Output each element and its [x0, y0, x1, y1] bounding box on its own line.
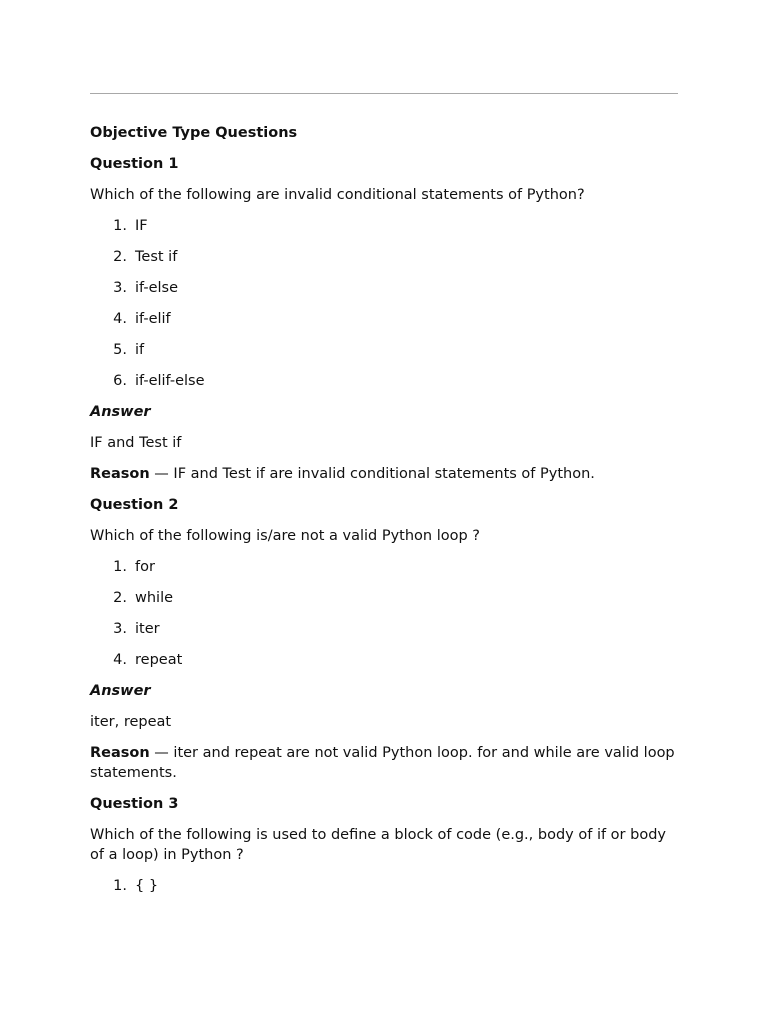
option-list: [90, 216, 678, 391]
reason-paragraph: [90, 743, 678, 783]
option-text: { }: [135, 878, 159, 894]
option-text: for: [135, 559, 155, 575]
option-number: 1.: [113, 878, 127, 894]
option-text: iter: [135, 621, 160, 637]
option-number: 3.: [113, 621, 127, 637]
option-item: [90, 371, 678, 391]
option-text: if: [135, 342, 145, 358]
option-text: repeat: [135, 652, 183, 668]
option-number: 4.: [113, 652, 127, 668]
option-text: Test if: [135, 249, 178, 265]
option-text: IF: [135, 218, 148, 234]
option-item: [90, 650, 678, 670]
question-heading: Question 3: [90, 796, 179, 812]
option-text: while: [135, 590, 174, 606]
reason-text: — IF and Test if are invalid conditional statements of Python.: [149, 466, 595, 482]
reason-label: Reason: [90, 466, 150, 482]
option-number: 1.: [113, 218, 127, 234]
option-list: [90, 876, 678, 896]
answer-text: iter, repeat: [90, 714, 172, 730]
horizontal-rule: [90, 93, 678, 94]
option-item: [90, 309, 678, 329]
document-page: [90, 93, 678, 907]
question-text: Which of the following is used to define a block of code (e.g., body of if or body of a loop) in Python ?: [90, 827, 666, 863]
reason-text: — iter and repeat are not valid Python loop. for and while are valid loop statements.: [90, 745, 675, 781]
answer-label: Answer: [90, 404, 151, 420]
option-item: [90, 216, 678, 236]
option-item: [90, 619, 678, 639]
option-item: [90, 340, 678, 360]
option-number: 5.: [113, 342, 127, 358]
option-text: if-else: [135, 280, 178, 296]
option-number: 2.: [113, 590, 127, 606]
option-number: 1.: [113, 559, 127, 575]
question-heading: Question 2: [90, 497, 179, 513]
option-item: [90, 247, 678, 267]
answer-label: Answer: [90, 683, 151, 699]
option-number: 6.: [113, 373, 127, 389]
option-item: [90, 588, 678, 608]
reason-paragraph: [90, 464, 678, 484]
option-list: [90, 557, 678, 670]
answer-text: IF and Test if: [90, 435, 182, 451]
reason-label: Reason: [90, 745, 150, 761]
option-item: [90, 876, 678, 896]
question-text: Which of the following is/are not a valid Python loop ?: [90, 528, 480, 544]
question-text: Which of the following are invalid conditional statements of Python?: [90, 187, 585, 203]
option-number: 2.: [113, 249, 127, 265]
section-title: Objective Type Questions: [90, 125, 298, 141]
option-number: 3.: [113, 280, 127, 296]
option-text: if-elif-else: [135, 373, 205, 389]
question-heading: Question 1: [90, 156, 179, 172]
option-text: if-elif: [135, 311, 171, 327]
option-number: 4.: [113, 311, 127, 327]
option-item: [90, 278, 678, 298]
option-item: [90, 557, 678, 577]
